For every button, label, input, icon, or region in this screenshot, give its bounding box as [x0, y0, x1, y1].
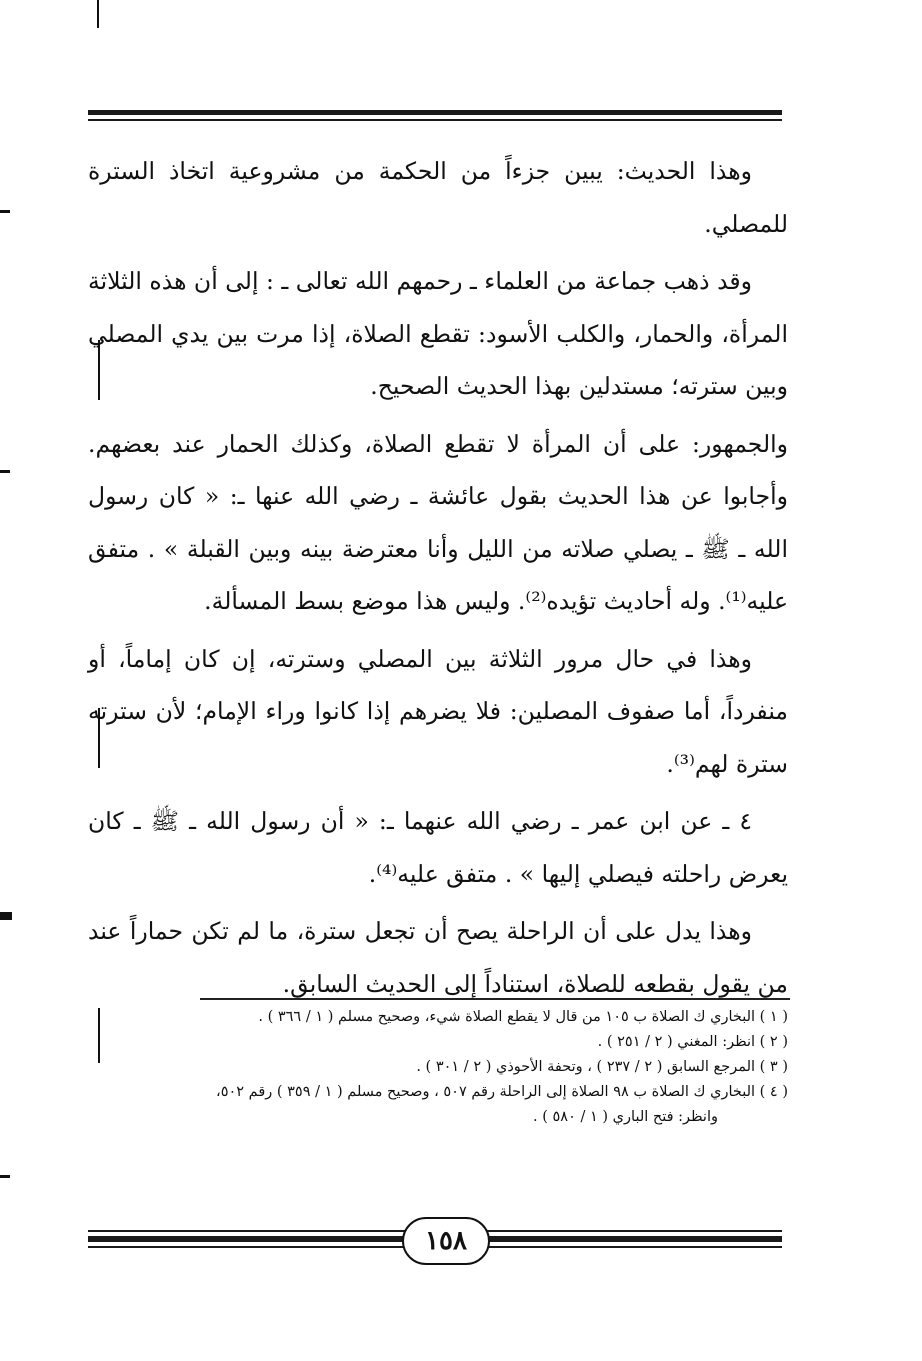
- scan-edge-mark: [0, 470, 10, 473]
- footnotes: [88, 1005, 788, 1130]
- main-text: [88, 145, 788, 1015]
- paragraph: ٤ ـ عن ابن عمر ـ رضي الله عنهما ـ: « أن رسول الله ـ ﷺ ـ كان يعرض راحلته فيصلي إليها » . متفق عليه⁽⁴⁾.: [88, 807, 788, 888]
- scan-edge-mark: [0, 1175, 10, 1178]
- footnote: ( ٣ ) المرجع السابق ( ٢ / ٢٣٧ ) ، وتحفة الأحوذي ( ٢ / ٣٠١ ) .: [416, 1059, 788, 1075]
- paragraph: وهذا في حال مرور الثلاثة بين المصلي وسترته، إن كان إماماً، أو منفرداً، أما صفوف المصلين: فلا يضرهم إذا كانوا وراء الإمام؛ لأن سترته سترة لهم⁽³⁾.: [88, 644, 788, 778]
- header-rule-thick: [88, 110, 782, 115]
- footnote: ( ١ ) البخاري ك الصلاة ب ١٠٥ من قال لا يقطع الصلاة شيء، وصحيح مسلم ( ١ / ٣٦٦ ) .: [258, 1009, 788, 1025]
- footnote: ( ٢ ) انظر: المغني ( ٢ / ٢٥١ ) .: [597, 1034, 788, 1050]
- paragraph: وقد ذهب جماعة من العلماء ـ رحمهم الله تعالى ـ : إلى أن هذه الثلاثة المرأة، والحمار، والكلب الأسود: تقطع الصلاة، إذا مرت بين يدي المصلي وبين سترته؛ مستدلين بهذا الحديث الصحيح.: [88, 267, 788, 400]
- page-number: ١٥٨: [402, 1217, 490, 1265]
- footnote-continuation: وانظر: فتح الباري ( ١ / ٥٨٠ ) .: [533, 1109, 718, 1125]
- header-rule-thin: [88, 119, 782, 121]
- footnote: ( ٤ ) البخاري ك الصلاة ب ٩٨ الصلاة إلى الراحلة رقم ٥٠٧ ، وصحيح مسلم ( ١ / ٣٥٩ ) رقم ٥٠٢،: [216, 1084, 788, 1100]
- scan-edge-mark: [0, 912, 12, 920]
- paragraph: وهذا الحديث: يبين جزءاً من الحكمة من مشروعية اتخاذ السترة للمصلي.: [88, 157, 788, 238]
- paragraph: وهذا يدل على أن الراحلة يصح أن تجعل سترة، ما لم تكن حماراً عند من يقول بقطعه للصلاة، استناداً إلى الحديث السابق.: [88, 917, 788, 998]
- scan-edge-mark: [97, 0, 99, 28]
- scan-edge-mark: [0, 210, 10, 213]
- footnote-separator: [200, 998, 790, 1000]
- paragraph: والجمهور: على أن المرأة لا تقطع الصلاة، وكذلك الحمار عند بعضهم. وأجابوا عن هذا الحديث بقول عائشة ـ رضي الله عنها ـ: « كان رسول الله ـ ﷺ ـ يصلي صلاته من الليل وأنا معترضة بينه وبين القبلة » . متفق عليه⁽¹⁾. وله أحاديث تؤيده⁽²⁾. وليس هذا موضع بسط المسألة.: [88, 429, 788, 615]
